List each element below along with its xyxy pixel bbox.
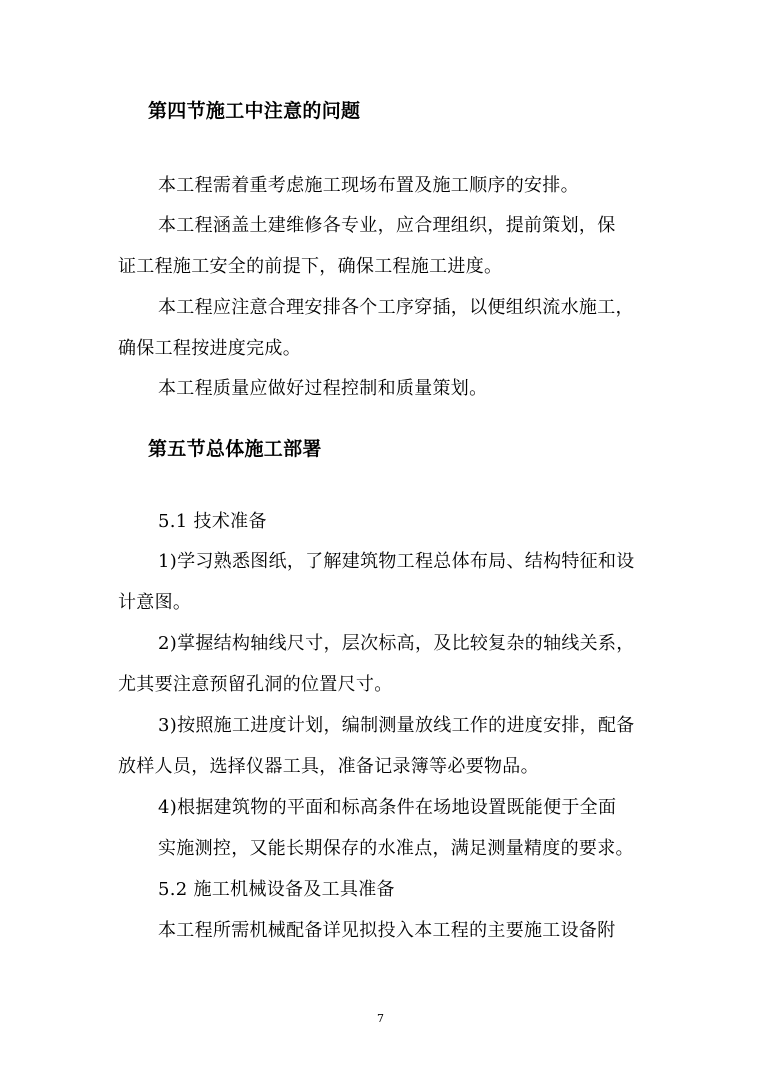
list-item-line: 4)根据建筑物的平面和标高条件在场地设置既能便于全面 bbox=[158, 797, 617, 818]
paragraph-line: 本工程涵盖土建维修各专业，应合理组织，提前策划，保 bbox=[158, 215, 616, 236]
list-item-line: 2)掌握结构轴线尺寸，层次标高，及比较复杂的轴线关系， bbox=[158, 633, 635, 654]
list-item-line: 计意图。 bbox=[118, 592, 192, 613]
paragraph-line: 本工程应注意合理安排各个工序穿插，以便组织流水施工， bbox=[158, 297, 634, 318]
subsection-title: 5.1 技术准备 bbox=[158, 511, 267, 532]
paragraph: 本工程质量应做好过程控制和质量策划。 bbox=[158, 378, 488, 399]
list-item-line: 3)按照施工进度计划，编制测量放线工作的进度安排，配备 bbox=[158, 715, 635, 736]
list-item-line: 尤其要注意预留孔洞的位置尺寸。 bbox=[118, 674, 393, 695]
section-4-heading: 第四节施工中注意的问题 bbox=[148, 100, 361, 122]
list-item-line: 实施测控，又能长期保存的水准点，满足测量精度的要求。 bbox=[158, 838, 634, 859]
section-5-heading: 第五节总体施工部署 bbox=[148, 438, 322, 460]
paragraph: 本工程所需机械配备详见拟投入本工程的主要施工设备附 bbox=[158, 920, 616, 941]
page-number: 7 bbox=[377, 1012, 384, 1025]
paragraph: 本工程需着重考虑施工现场布置及施工顺序的安排。 bbox=[158, 175, 579, 196]
list-item-line: 1)学习熟悉图纸，了解建筑物工程总体布局、结构特征和设 bbox=[158, 551, 635, 572]
paragraph-line: 证工程施工安全的前提下，确保工程施工进度。 bbox=[118, 256, 503, 277]
subsection-title: 5.2 施工机械设备及工具准备 bbox=[158, 879, 395, 900]
list-item-line: 放样人员，选择仪器工具，准备记录簿等必要物品。 bbox=[118, 756, 539, 777]
paragraph-line: 确保工程按进度完成。 bbox=[118, 338, 301, 359]
